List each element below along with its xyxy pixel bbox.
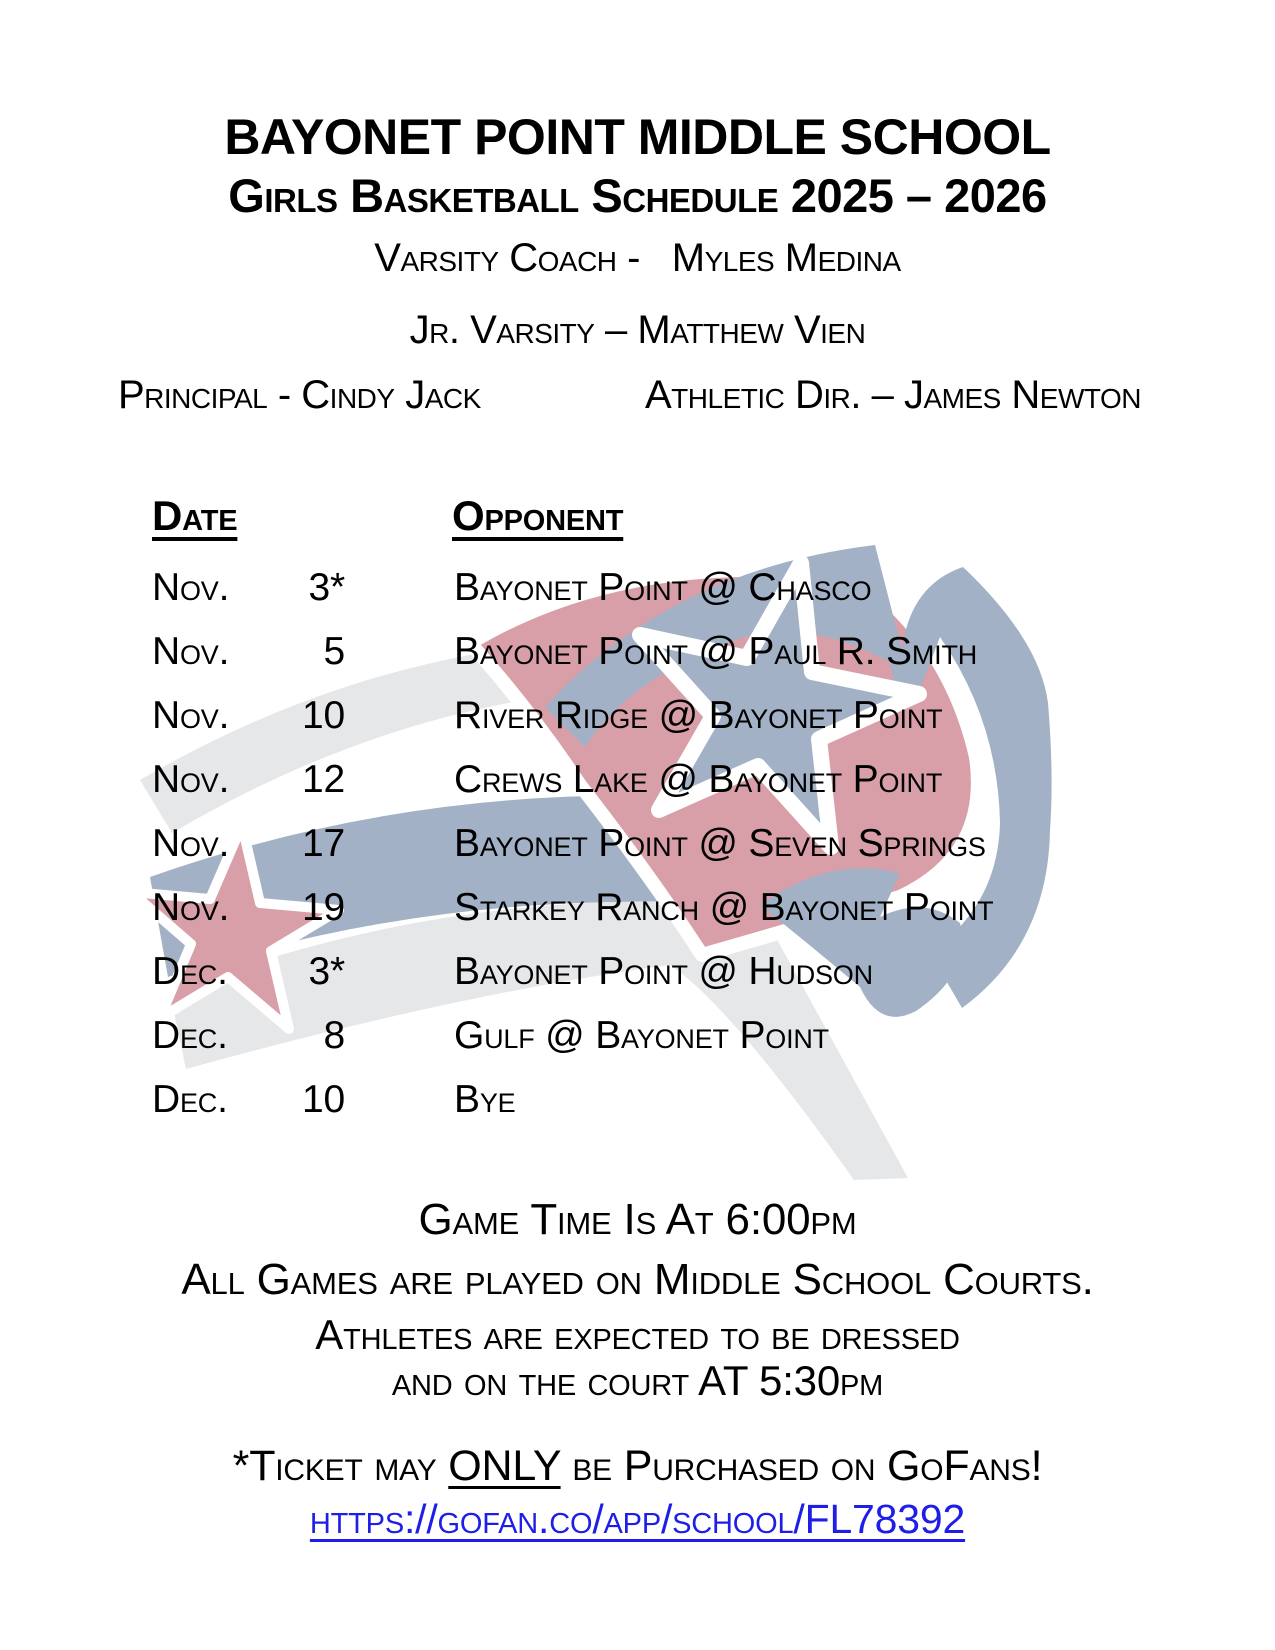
game-opponent: Crews Lake @ Bayonet Point [454, 758, 943, 801]
game-month: Dec. [152, 1078, 228, 1121]
schedule-row [152, 632, 993, 671]
game-opponent: Bayonet Point @ Hudson [454, 950, 873, 993]
schedule-row [152, 568, 993, 607]
game-month: Nov. [152, 630, 230, 673]
game-opponent: Bayonet Point @ Chasco [454, 566, 872, 609]
game-month: Nov. [152, 694, 230, 737]
ticket-link-line [0, 1496, 1275, 1542]
game-opponent: Bayonet Point @ Paul R. Smith [454, 630, 978, 673]
game-day: 8 [323, 1014, 345, 1057]
schedule-row [152, 1016, 993, 1055]
game-opponent: Starkey Ranch @ Bayonet Point [454, 886, 994, 929]
game-day: 17 [302, 822, 345, 865]
game-day: 3* [308, 566, 345, 609]
game-month: Dec. [152, 950, 228, 993]
school-title: BAYONET POINT MIDDLE SCHOOL [224, 109, 1051, 165]
column-header-opponent: Opponent [452, 492, 624, 539]
jr-varsity-coach-line: Jr. Varsity – Matthew Vien [409, 308, 866, 352]
game-month: Nov. [152, 822, 230, 865]
schedule-row [152, 824, 993, 863]
game-month: Nov. [152, 758, 230, 801]
schedule-row [152, 888, 993, 927]
schedule-row [152, 952, 993, 991]
courts-note: All Games are played on Middle School Courts. [181, 1255, 1094, 1304]
game-day: 10 [302, 694, 345, 737]
principal-line: Principal - Cindy Jack [118, 373, 481, 417]
game-opponent: River Ridge @ Bayonet Point [454, 694, 943, 737]
schedule-table [152, 568, 993, 1144]
schedule-title: Girls Basketball Schedule 2025 – 2026 [228, 169, 1047, 222]
court-time-note: and on the court AT 5:30pm [391, 1357, 884, 1404]
game-day: 19 [302, 886, 345, 929]
gofan-ticket-link[interactable]: https://gofan.co/app/school/FL78392 [309, 1496, 966, 1542]
schedule-row [152, 696, 993, 735]
athletic-director-line: Athletic Dir. – James Newton [645, 373, 1141, 417]
game-day: 5 [323, 630, 345, 673]
game-day: 10 [302, 1078, 345, 1121]
ticket-note-only-emphasis: ONLY [448, 1442, 561, 1490]
game-month: Nov. [152, 886, 230, 929]
ticket-note-suffix: be Purchased on GoFans! [560, 1442, 1043, 1490]
game-opponent: Bye [454, 1078, 516, 1121]
column-header-date: Date [152, 492, 238, 539]
game-time-note: Game Time Is At 6:00pm [418, 1195, 857, 1244]
ticket-note [0, 1442, 1275, 1490]
game-opponent: Bayonet Point @ Seven Springs [454, 822, 986, 865]
game-day: 3* [308, 950, 345, 993]
game-month: Dec. [152, 1014, 228, 1057]
varsity-coach-line: Varsity Coach - Myles Medina [374, 236, 901, 280]
game-month: Nov. [152, 566, 230, 609]
game-opponent: Gulf @ Bayonet Point [454, 1014, 829, 1057]
schedule-row [152, 1080, 993, 1119]
game-day: 12 [302, 758, 345, 801]
ticket-note-prefix: *Ticket may [232, 1442, 449, 1490]
schedule-row [152, 760, 993, 799]
dressed-note: Athletes are expected to be dressed [315, 1311, 960, 1358]
